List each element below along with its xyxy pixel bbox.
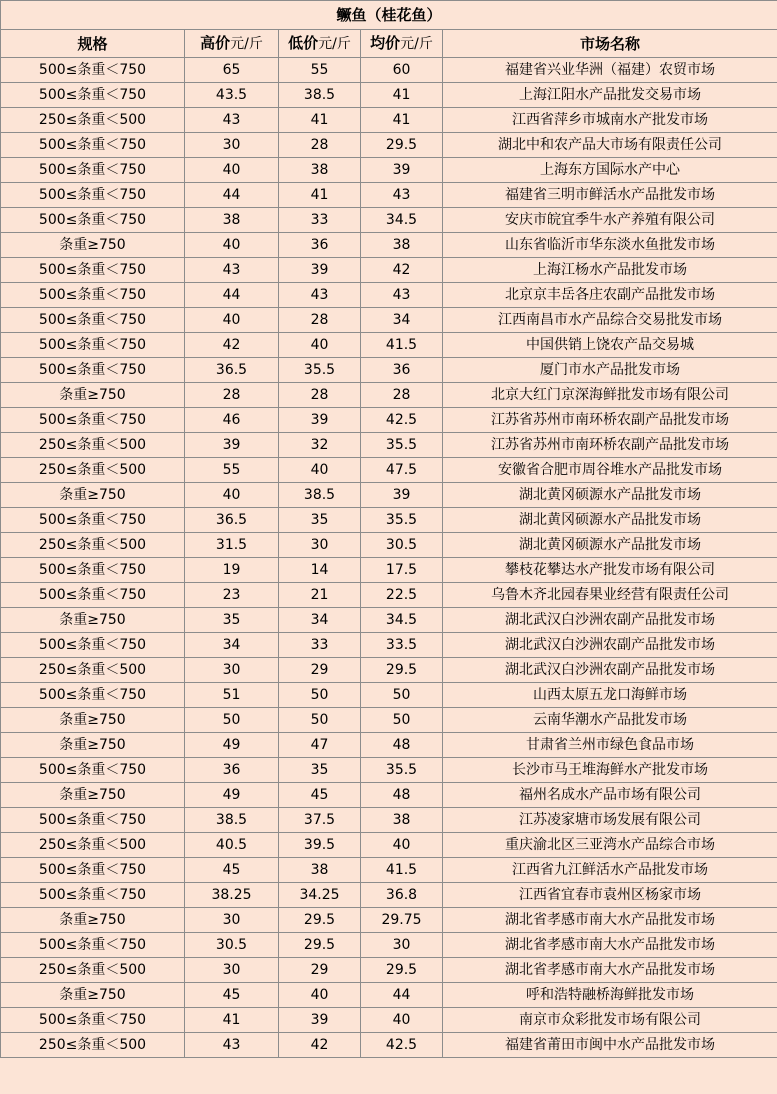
market-name-cell: 湖北黄冈硕源水产品批发市场 — [443, 508, 777, 533]
spec-cell: 500≤条重＜750 — [1, 208, 185, 233]
table-row — [1, 1008, 777, 1033]
spec-cell: 500≤条重＜750 — [1, 358, 185, 383]
avg-price-cell: 29.5 — [361, 658, 443, 683]
high-price-cell: 43 — [185, 258, 279, 283]
spec-cell: 500≤条重＜750 — [1, 133, 185, 158]
low-price-cell: 39 — [279, 408, 361, 433]
avg-price-cell: 48 — [361, 783, 443, 808]
low-price-cell: 38.5 — [279, 83, 361, 108]
avg-price-cell: 29.5 — [361, 133, 443, 158]
high-price-cell: 43 — [185, 108, 279, 133]
high-price-cell: 38.25 — [185, 883, 279, 908]
avg-price-cell: 29.75 — [361, 908, 443, 933]
table-row — [1, 708, 777, 733]
high-price-cell: 30 — [185, 908, 279, 933]
avg-price-cell: 43 — [361, 283, 443, 308]
table-row — [1, 283, 777, 308]
spec-cell: 条重≥750 — [1, 733, 185, 758]
table-row — [1, 758, 777, 783]
market-name-cell: 厦门市水产品批发市场 — [443, 358, 777, 383]
spec-cell: 条重≥750 — [1, 483, 185, 508]
spec-cell: 条重≥750 — [1, 383, 185, 408]
table-row — [1, 408, 777, 433]
table-row — [1, 383, 777, 408]
market-name-cell: 山西太原五龙口海鲜市场 — [443, 683, 777, 708]
spec-cell: 500≤条重＜750 — [1, 258, 185, 283]
spec-cell: 500≤条重＜750 — [1, 308, 185, 333]
low-price-cell: 40 — [279, 333, 361, 358]
spec-cell: 500≤条重＜750 — [1, 858, 185, 883]
avg-price-cell: 30.5 — [361, 533, 443, 558]
low-price-cell: 28 — [279, 133, 361, 158]
table-row — [1, 133, 777, 158]
table-row — [1, 783, 777, 808]
high-price-cell: 65 — [185, 58, 279, 83]
market-name-cell: 福州名成水产品市场有限公司 — [443, 783, 777, 808]
high-price-cell: 40 — [185, 158, 279, 183]
high-price-cell: 43.5 — [185, 83, 279, 108]
table-row — [1, 883, 777, 908]
avg-price-cell: 28 — [361, 383, 443, 408]
low-price-cell: 29 — [279, 658, 361, 683]
market-name-cell: 湖北黄冈硕源水产品批发市场 — [443, 483, 777, 508]
spec-cell: 500≤条重＜750 — [1, 633, 185, 658]
spec-cell: 250≤条重＜500 — [1, 108, 185, 133]
header-spec: 规格 — [1, 30, 185, 58]
table-row — [1, 108, 777, 133]
high-price-cell: 45 — [185, 983, 279, 1008]
high-price-cell: 43 — [185, 1033, 279, 1058]
avg-price-cell: 42 — [361, 258, 443, 283]
market-name-cell: 江苏省苏州市南环桥农副产品批发市场 — [443, 408, 777, 433]
low-price-cell: 43 — [279, 283, 361, 308]
avg-price-cell: 40 — [361, 833, 443, 858]
market-name-cell: 重庆渝北区三亚湾水产品综合市场 — [443, 833, 777, 858]
table-row — [1, 858, 777, 883]
header-high-unit: 元/斤 — [230, 36, 263, 52]
spec-cell: 250≤条重＜500 — [1, 533, 185, 558]
spec-cell: 500≤条重＜750 — [1, 283, 185, 308]
high-price-cell: 51 — [185, 683, 279, 708]
low-price-cell: 35 — [279, 508, 361, 533]
low-price-cell: 42 — [279, 1033, 361, 1058]
avg-price-cell: 34.5 — [361, 208, 443, 233]
table-row — [1, 733, 777, 758]
market-name-cell: 乌鲁木齐北园春果业经营有限责任公司 — [443, 583, 777, 608]
avg-price-cell: 34.5 — [361, 608, 443, 633]
header-avg-unit: 元/斤 — [400, 36, 433, 52]
avg-price-cell: 38 — [361, 808, 443, 833]
table-row — [1, 633, 777, 658]
avg-price-cell: 22.5 — [361, 583, 443, 608]
avg-price-cell: 33.5 — [361, 633, 443, 658]
high-price-cell: 30 — [185, 658, 279, 683]
low-price-cell: 28 — [279, 383, 361, 408]
market-name-cell: 呼和浩特融桥海鲜批发市场 — [443, 983, 777, 1008]
high-price-cell: 30 — [185, 133, 279, 158]
low-price-cell: 41 — [279, 183, 361, 208]
low-price-cell: 41 — [279, 108, 361, 133]
spec-cell: 500≤条重＜750 — [1, 158, 185, 183]
table-row — [1, 433, 777, 458]
spec-cell: 500≤条重＜750 — [1, 883, 185, 908]
low-price-cell: 38 — [279, 858, 361, 883]
market-name-cell: 上海江杨水产品批发市场 — [443, 258, 777, 283]
market-name-cell: 攀枝花攀达水产批发市场有限公司 — [443, 558, 777, 583]
market-name-cell: 福建省三明市鲜活水产品批发市场 — [443, 183, 777, 208]
high-price-cell: 44 — [185, 283, 279, 308]
avg-price-cell: 44 — [361, 983, 443, 1008]
spec-cell: 500≤条重＜750 — [1, 933, 185, 958]
low-price-cell: 14 — [279, 558, 361, 583]
low-price-cell: 33 — [279, 633, 361, 658]
high-price-cell: 40 — [185, 483, 279, 508]
table-row — [1, 58, 777, 83]
high-price-cell: 55 — [185, 458, 279, 483]
spec-cell: 500≤条重＜750 — [1, 758, 185, 783]
low-price-cell: 38.5 — [279, 483, 361, 508]
high-price-cell: 36 — [185, 758, 279, 783]
avg-price-cell: 48 — [361, 733, 443, 758]
low-price-cell: 33 — [279, 208, 361, 233]
low-price-cell: 45 — [279, 783, 361, 808]
spec-cell: 条重≥750 — [1, 708, 185, 733]
spec-cell: 500≤条重＜750 — [1, 1008, 185, 1033]
avg-price-cell: 17.5 — [361, 558, 443, 583]
market-name-cell: 湖北黄冈硕源水产品批发市场 — [443, 533, 777, 558]
spec-cell: 250≤条重＜500 — [1, 958, 185, 983]
header-high-label: 高价 — [200, 34, 231, 52]
avg-price-cell: 43 — [361, 183, 443, 208]
high-price-cell: 30.5 — [185, 933, 279, 958]
high-price-cell: 31.5 — [185, 533, 279, 558]
high-price-cell: 46 — [185, 408, 279, 433]
avg-price-cell: 35.5 — [361, 758, 443, 783]
avg-price-cell: 41 — [361, 83, 443, 108]
table-row — [1, 308, 777, 333]
low-price-cell: 38 — [279, 158, 361, 183]
low-price-cell: 21 — [279, 583, 361, 608]
avg-price-cell: 42.5 — [361, 408, 443, 433]
avg-price-cell: 39 — [361, 158, 443, 183]
low-price-cell: 36 — [279, 233, 361, 258]
table-row — [1, 233, 777, 258]
table-row — [1, 458, 777, 483]
market-name-cell: 湖北武汉白沙洲农副产品批发市场 — [443, 608, 777, 633]
spec-cell: 条重≥750 — [1, 783, 185, 808]
low-price-cell: 30 — [279, 533, 361, 558]
high-price-cell: 30 — [185, 958, 279, 983]
spec-cell: 500≤条重＜750 — [1, 83, 185, 108]
spec-cell: 500≤条重＜750 — [1, 683, 185, 708]
spec-cell: 250≤条重＜500 — [1, 1033, 185, 1058]
avg-price-cell: 35.5 — [361, 433, 443, 458]
market-name-cell: 江西南昌市水产品综合交易批发市场 — [443, 308, 777, 333]
low-price-cell: 39 — [279, 258, 361, 283]
high-price-cell: 28 — [185, 383, 279, 408]
market-name-cell: 江西省九江鲜活水产品批发市场 — [443, 858, 777, 883]
market-name-cell: 江西省萍乡市城南水产批发市场 — [443, 108, 777, 133]
avg-price-cell: 36 — [361, 358, 443, 383]
low-price-cell: 29.5 — [279, 908, 361, 933]
high-price-cell: 36.5 — [185, 508, 279, 533]
spec-cell: 250≤条重＜500 — [1, 833, 185, 858]
low-price-cell: 40 — [279, 983, 361, 1008]
avg-price-cell: 39 — [361, 483, 443, 508]
market-name-cell: 福建省兴业华洲（福建）农贸市场 — [443, 58, 777, 83]
high-price-cell: 39 — [185, 433, 279, 458]
low-price-cell: 50 — [279, 708, 361, 733]
table-row — [1, 683, 777, 708]
market-name-cell: 湖北省孝感市南大水产品批发市场 — [443, 908, 777, 933]
low-price-cell: 34 — [279, 608, 361, 633]
market-name-cell: 湖北武汉白沙洲农副产品批发市场 — [443, 658, 777, 683]
market-name-cell: 长沙市马王堆海鲜水产批发市场 — [443, 758, 777, 783]
market-name-cell: 中国供销上饶农产品交易城 — [443, 333, 777, 358]
spec-cell: 500≤条重＜750 — [1, 333, 185, 358]
avg-price-cell: 42.5 — [361, 1033, 443, 1058]
market-name-cell: 甘肃省兰州市绿色食品市场 — [443, 733, 777, 758]
header-avg — [361, 30, 443, 58]
high-price-cell: 35 — [185, 608, 279, 633]
avg-price-cell: 30 — [361, 933, 443, 958]
spec-cell: 500≤条重＜750 — [1, 808, 185, 833]
high-price-cell: 34 — [185, 633, 279, 658]
avg-price-cell: 35.5 — [361, 508, 443, 533]
market-name-cell: 湖北省孝感市南大水产品批发市场 — [443, 933, 777, 958]
spec-cell: 500≤条重＜750 — [1, 58, 185, 83]
table-row — [1, 508, 777, 533]
header-low-unit: 元/斤 — [318, 36, 351, 52]
table-row — [1, 808, 777, 833]
spec-cell: 250≤条重＜500 — [1, 658, 185, 683]
market-name-cell: 湖北省孝感市南大水产品批发市场 — [443, 958, 777, 983]
table-row — [1, 658, 777, 683]
avg-price-cell: 41.5 — [361, 858, 443, 883]
low-price-cell: 32 — [279, 433, 361, 458]
market-name-cell: 上海东方国际水产中心 — [443, 158, 777, 183]
avg-price-cell: 60 — [361, 58, 443, 83]
high-price-cell: 41 — [185, 1008, 279, 1033]
table-row — [1, 183, 777, 208]
high-price-cell: 40 — [185, 233, 279, 258]
low-price-cell: 55 — [279, 58, 361, 83]
table-row — [1, 608, 777, 633]
high-price-cell: 50 — [185, 708, 279, 733]
table-row — [1, 983, 777, 1008]
high-price-cell: 49 — [185, 783, 279, 808]
spec-cell: 条重≥750 — [1, 983, 185, 1008]
market-name-cell: 江苏省苏州市南环桥农副产品批发市场 — [443, 433, 777, 458]
low-price-cell: 50 — [279, 683, 361, 708]
avg-price-cell: 29.5 — [361, 958, 443, 983]
high-price-cell: 19 — [185, 558, 279, 583]
title-row — [1, 1, 777, 30]
market-name-cell: 山东省临沂市华东淡水鱼批发市场 — [443, 233, 777, 258]
market-name-cell: 安徽省合肥市周谷堆水产品批发市场 — [443, 458, 777, 483]
market-name-cell: 湖北中和农产品大市场有限责任公司 — [443, 133, 777, 158]
low-price-cell: 34.25 — [279, 883, 361, 908]
spec-cell: 条重≥750 — [1, 908, 185, 933]
table-row — [1, 533, 777, 558]
table-row — [1, 558, 777, 583]
table-row — [1, 483, 777, 508]
avg-price-cell: 40 — [361, 1008, 443, 1033]
low-price-cell: 29 — [279, 958, 361, 983]
table-row — [1, 333, 777, 358]
low-price-cell: 37.5 — [279, 808, 361, 833]
avg-price-cell: 50 — [361, 683, 443, 708]
high-price-cell: 40 — [185, 308, 279, 333]
avg-price-cell: 41.5 — [361, 333, 443, 358]
high-price-cell: 40.5 — [185, 833, 279, 858]
table-row — [1, 1033, 777, 1058]
spec-cell: 250≤条重＜500 — [1, 433, 185, 458]
high-price-cell: 44 — [185, 183, 279, 208]
low-price-cell: 40 — [279, 458, 361, 483]
spec-cell: 500≤条重＜750 — [1, 583, 185, 608]
high-price-cell: 36.5 — [185, 358, 279, 383]
market-name-cell: 北京大红门京深海鲜批发市场有限公司 — [443, 383, 777, 408]
table-row — [1, 583, 777, 608]
table-body — [1, 58, 777, 1058]
avg-price-cell: 38 — [361, 233, 443, 258]
avg-price-cell: 41 — [361, 108, 443, 133]
header-low — [279, 30, 361, 58]
header-avg-label: 均价 — [370, 34, 401, 52]
header-market: 市场名称 — [443, 30, 777, 58]
avg-price-cell: 36.8 — [361, 883, 443, 908]
table-title: 鳜鱼（桂花鱼） — [1, 1, 777, 30]
table-row — [1, 158, 777, 183]
spec-cell: 条重≥750 — [1, 233, 185, 258]
market-name-cell: 江西省宜春市袁州区杨家市场 — [443, 883, 777, 908]
spec-cell: 250≤条重＜500 — [1, 458, 185, 483]
high-price-cell: 38.5 — [185, 808, 279, 833]
market-name-cell: 南京市众彩批发市场有限公司 — [443, 1008, 777, 1033]
high-price-cell: 38 — [185, 208, 279, 233]
avg-price-cell: 34 — [361, 308, 443, 333]
high-price-cell: 42 — [185, 333, 279, 358]
low-price-cell: 47 — [279, 733, 361, 758]
market-name-cell: 云南华潮水产品批发市场 — [443, 708, 777, 733]
table-row — [1, 358, 777, 383]
market-name-cell: 安庆市皖宜季牛水产养殖有限公司 — [443, 208, 777, 233]
table-row — [1, 958, 777, 983]
avg-price-cell: 50 — [361, 708, 443, 733]
header-row — [1, 30, 777, 58]
table-row — [1, 258, 777, 283]
low-price-cell: 39 — [279, 1008, 361, 1033]
low-price-cell: 35.5 — [279, 358, 361, 383]
table-row — [1, 208, 777, 233]
spec-cell: 500≤条重＜750 — [1, 183, 185, 208]
header-high — [185, 30, 279, 58]
header-low-label: 低价 — [288, 34, 319, 52]
high-price-cell: 23 — [185, 583, 279, 608]
table-row — [1, 83, 777, 108]
market-name-cell: 上海江阳水产品批发交易市场 — [443, 83, 777, 108]
table-row — [1, 833, 777, 858]
avg-price-cell: 47.5 — [361, 458, 443, 483]
low-price-cell: 29.5 — [279, 933, 361, 958]
low-price-cell: 39.5 — [279, 833, 361, 858]
market-name-cell: 江苏凌家塘市场发展有限公司 — [443, 808, 777, 833]
table-row — [1, 933, 777, 958]
spec-cell: 500≤条重＜750 — [1, 558, 185, 583]
market-name-cell: 湖北武汉白沙洲农副产品批发市场 — [443, 633, 777, 658]
low-price-cell: 28 — [279, 308, 361, 333]
spec-cell: 条重≥750 — [1, 608, 185, 633]
high-price-cell: 49 — [185, 733, 279, 758]
table-row — [1, 908, 777, 933]
spec-cell: 500≤条重＜750 — [1, 408, 185, 433]
high-price-cell: 45 — [185, 858, 279, 883]
market-name-cell: 北京京丰岳各庄农副产品批发市场 — [443, 283, 777, 308]
spec-cell: 500≤条重＜750 — [1, 508, 185, 533]
market-name-cell: 福建省莆田市闽中水产品批发市场 — [443, 1033, 777, 1058]
low-price-cell: 35 — [279, 758, 361, 783]
